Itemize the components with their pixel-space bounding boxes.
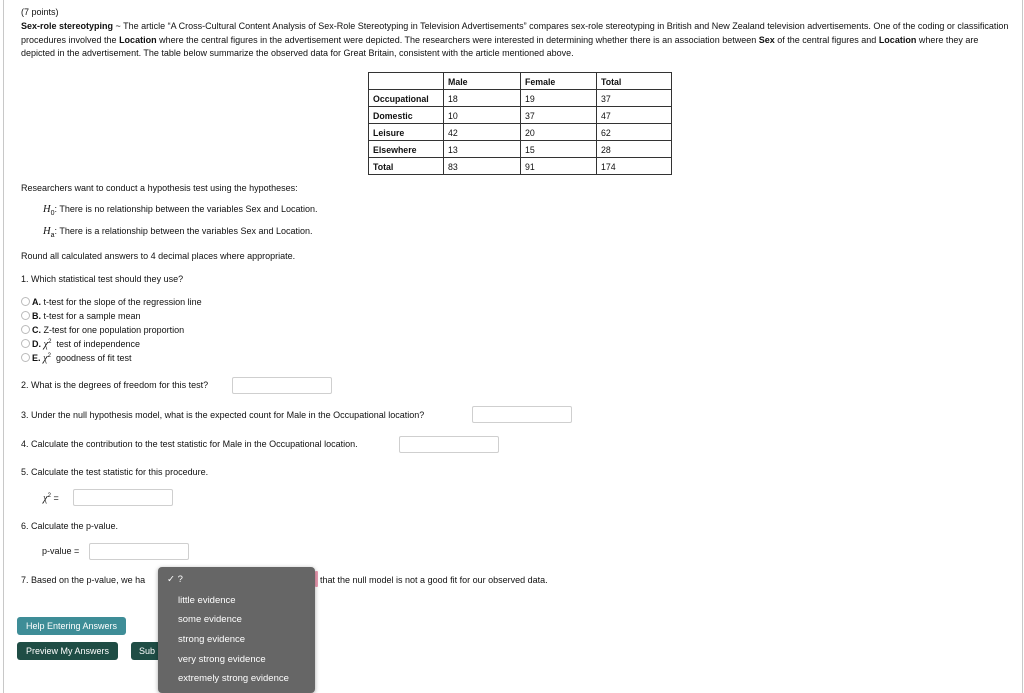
table-cell: 19 xyxy=(521,90,597,107)
radio-a[interactable] xyxy=(21,297,30,306)
table-row-label: Total xyxy=(369,158,444,175)
dropdown-option[interactable]: extremely strong evidence xyxy=(178,673,289,684)
problem-intro xyxy=(21,20,1011,61)
radio-c[interactable] xyxy=(21,325,30,334)
hypotheses-intro: Researchers want to conduct a hypothesis test using the hypotheses: xyxy=(21,183,298,193)
table-cell: 20 xyxy=(521,124,597,141)
dropdown-option[interactable]: very strong evidence xyxy=(178,654,266,665)
option-letter: D. xyxy=(32,339,41,349)
table-header-cell xyxy=(369,73,444,90)
option-d[interactable] xyxy=(21,339,140,350)
question-6: 6. Calculate the p-value. xyxy=(21,521,119,531)
table-cell: 37 xyxy=(597,90,672,107)
expected-count-input[interactable] xyxy=(472,406,572,423)
table-row-label: Elsewhere xyxy=(369,141,444,158)
option-letter: C. xyxy=(32,325,41,335)
ha-subscript: a xyxy=(50,231,55,239)
table-header-cell: Female xyxy=(521,73,597,90)
dropdown-selected-option[interactable]: ✓ ? xyxy=(167,574,183,585)
help-entering-answers-button[interactable]: Help Entering Answers xyxy=(17,617,126,635)
round-note: Round all calculated answers to 4 decimal places where appropriate. xyxy=(21,251,296,261)
table-row xyxy=(369,124,672,141)
contribution-input[interactable] xyxy=(399,436,499,453)
table-cell: 91 xyxy=(521,158,597,175)
option-text: Z-test for one population proportion xyxy=(43,325,185,335)
degrees-of-freedom-input[interactable] xyxy=(232,377,332,394)
intro-location-bold-2: Location xyxy=(878,34,917,45)
table-cell: 174 xyxy=(597,158,672,175)
p-value-label: p-value = xyxy=(42,546,80,556)
null-hypothesis xyxy=(43,204,318,217)
question-1: 1. Which statistical test should they use? xyxy=(21,274,184,284)
table-cell: 13 xyxy=(444,141,521,158)
chi-superscript: 2 xyxy=(47,353,51,359)
question-5: 5. Calculate the test statistic for this procedure. xyxy=(21,467,209,477)
intro-sex-bold: Sex xyxy=(758,34,775,45)
points-label: (7 points) xyxy=(21,7,59,17)
ha-symbol: H xyxy=(43,226,51,237)
radio-d[interactable] xyxy=(21,339,30,348)
intro-text-1: The article “A Cross-Cultural Content Analysis of Sex-Role Stereotyping in Television Advertisements” compares sex-role stereotyping in British and New Zealand television advertisements. One of the coding or classification procedures involved the xyxy=(21,21,1009,45)
chi-superscript: 2 xyxy=(48,339,52,345)
question-7-start: 7. Based on the p-value, we ha xyxy=(21,575,146,585)
test-statistic-input[interactable] xyxy=(73,489,173,506)
option-b[interactable] xyxy=(21,311,141,321)
table-row xyxy=(369,158,672,175)
option-text: test of independence xyxy=(56,339,141,349)
h0-subscript: 0 xyxy=(50,209,55,217)
table-header-cell: Male xyxy=(444,73,521,90)
radio-b[interactable] xyxy=(21,311,30,320)
evidence-dropdown-menu[interactable] xyxy=(158,567,315,693)
ha-text: : There is a relationship between the variables Sex and Location. xyxy=(54,226,313,236)
table-row-label: Domestic xyxy=(369,107,444,124)
equals-sign: = xyxy=(53,493,59,503)
p-value-input[interactable] xyxy=(89,543,189,560)
option-letter: A. xyxy=(32,297,41,307)
question-2: 2. What is the degrees of freedom for this test? xyxy=(21,380,209,390)
table-cell: 83 xyxy=(444,158,521,175)
table-cell: 10 xyxy=(444,107,521,124)
intro-title: Sex-role stereotyping xyxy=(21,21,114,31)
intro-location-bold: Location xyxy=(119,34,157,45)
chi-superscript: 2 xyxy=(47,493,51,499)
table-header-row xyxy=(369,73,672,90)
table-row xyxy=(369,141,672,158)
question-3: 3. Under the null hypothesis model, what is the expected count for Male in the Occupational location? xyxy=(21,410,425,420)
alternative-hypothesis xyxy=(43,226,313,239)
option-a[interactable] xyxy=(21,297,202,307)
table-cell: 18 xyxy=(444,90,521,107)
chi-symbol: χ xyxy=(43,353,48,364)
dropdown-option[interactable]: strong evidence xyxy=(178,634,246,645)
option-text: t-test for the slope of the regression line xyxy=(43,297,202,307)
table-row xyxy=(369,90,672,107)
h0-text: : There is no relationship between the variables Sex and Location. xyxy=(54,204,318,214)
intro-dash: ~ xyxy=(113,21,124,31)
table-row xyxy=(369,107,672,124)
table-cell: 15 xyxy=(521,141,597,158)
table-row-label: Leisure xyxy=(369,124,444,141)
table-cell: 28 xyxy=(597,141,672,158)
intro-text-3: of the central figures and xyxy=(774,34,879,45)
chi-symbol: χ xyxy=(43,339,49,350)
option-letter: B. xyxy=(32,311,41,321)
intro-text-4: where they are depicted in the advertisement. The table below summarize the observed data for Great Britain, consistent with the article mentioned above. xyxy=(21,34,979,58)
table-row-label: Occupational xyxy=(369,90,444,107)
table-cell: 37 xyxy=(521,107,597,124)
h0-symbol: H xyxy=(43,204,51,215)
intro-text-2: where the central figures in the advertisement were depicted. The researchers were interested in determining whether there is an association between xyxy=(156,34,759,45)
table-cell: 62 xyxy=(597,124,672,141)
preview-answers-button[interactable]: Preview My Answers xyxy=(17,642,118,660)
option-e[interactable] xyxy=(21,353,132,364)
question-7-end: that the null model is not a good fit for our observed data. xyxy=(320,575,548,585)
chi-symbol: χ xyxy=(43,493,48,504)
dropdown-option[interactable]: little evidence xyxy=(178,595,236,606)
option-text: t-test for a sample mean xyxy=(43,311,141,321)
table-cell: 47 xyxy=(597,107,672,124)
table-header-cell: Total xyxy=(597,73,672,90)
option-text: goodness of fit test xyxy=(56,353,132,363)
chi-square-label xyxy=(43,493,59,504)
submit-button[interactable]: Sub xyxy=(131,642,171,660)
radio-e[interactable] xyxy=(21,353,30,362)
table-cell: 42 xyxy=(444,124,521,141)
option-letter: E. xyxy=(32,353,41,363)
select-focus-edge xyxy=(315,571,318,587)
dropdown-option[interactable]: some evidence xyxy=(178,614,242,625)
option-c[interactable] xyxy=(21,325,184,335)
question-4: 4. Calculate the contribution to the test statistic for Male in the Occupational location. xyxy=(21,439,358,449)
contingency-table xyxy=(368,72,672,175)
